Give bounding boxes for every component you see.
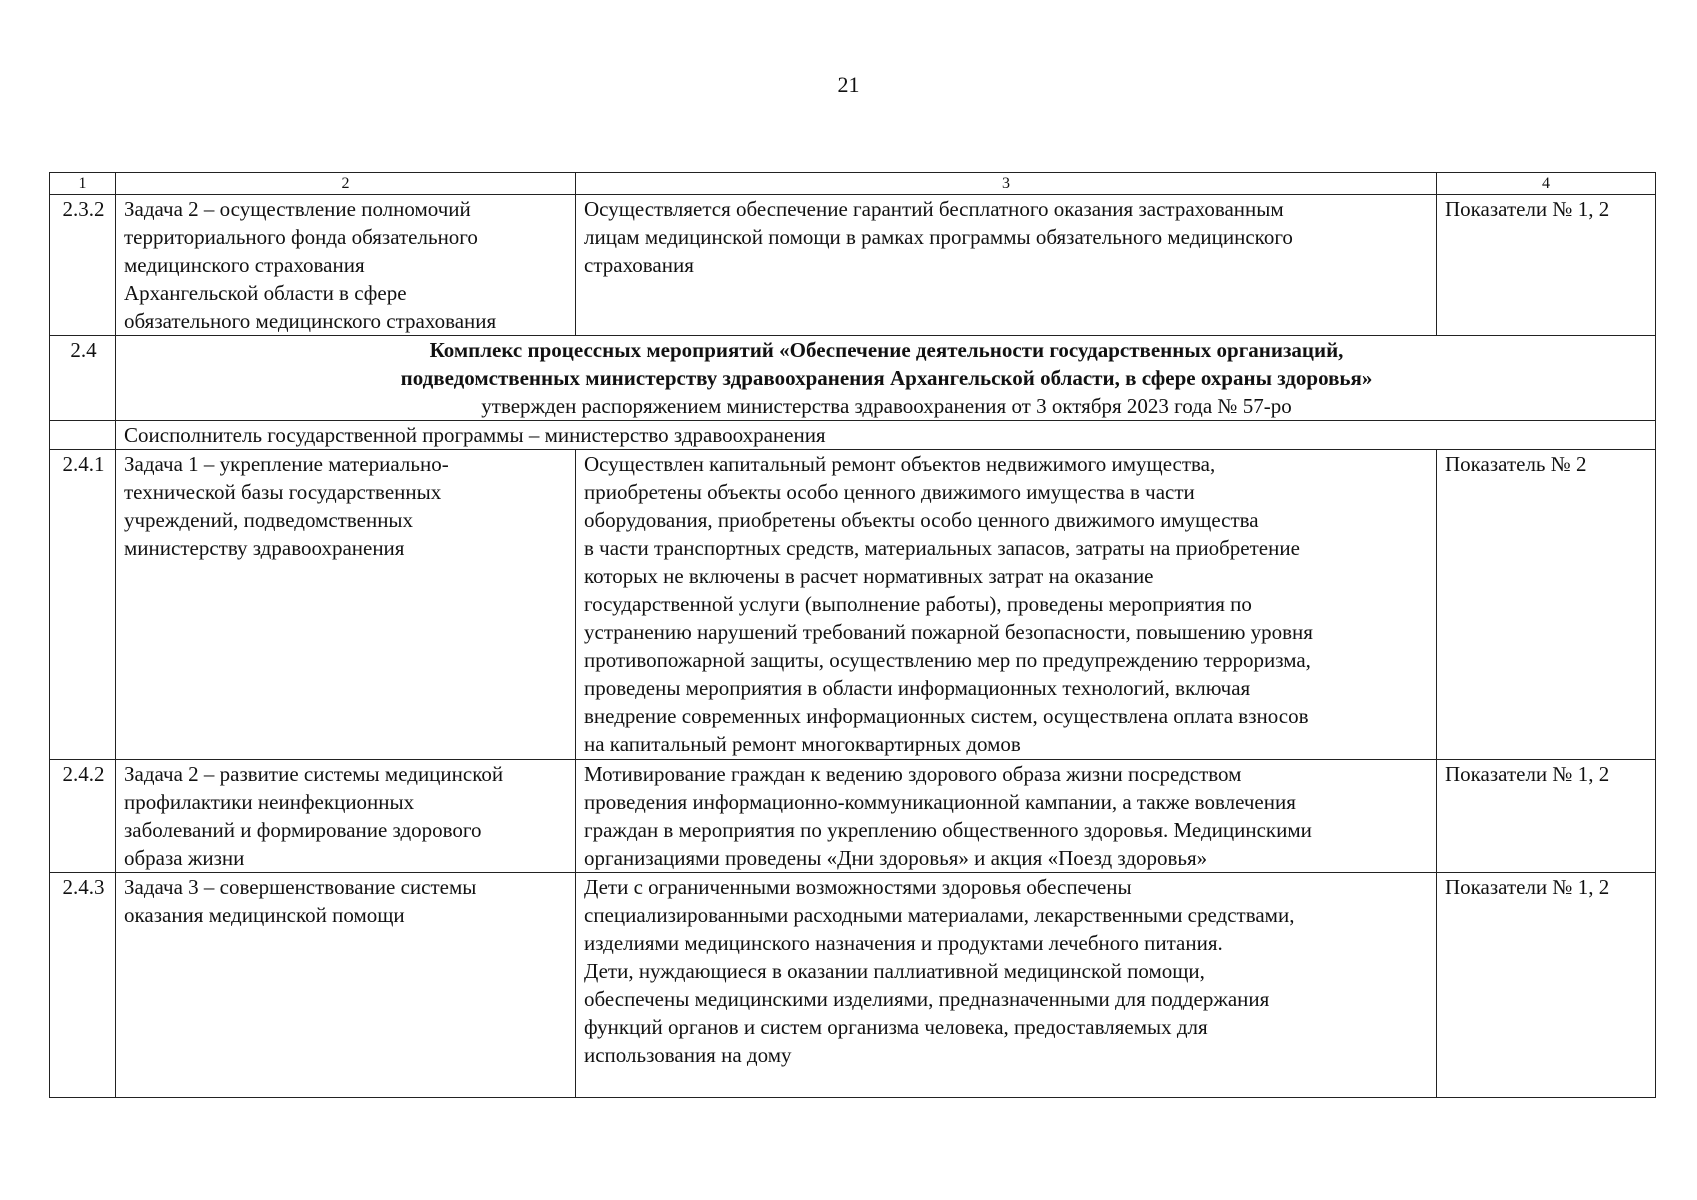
table-row-2-4-3: [50, 873, 1656, 1098]
column-number-4: 4: [1437, 173, 1656, 195]
description-line: специализированными расходными материалами, лекарственными средствами,: [584, 903, 1295, 927]
description-line: проведены мероприятия в области информационных технологий, включая: [584, 676, 1251, 700]
task-cell: [116, 450, 576, 760]
page-number: 21: [837, 72, 860, 97]
task-line: обязательного медицинского страхования: [124, 309, 497, 333]
description-line: лицам медицинской помощи в рамках программы обязательного медицинского: [584, 225, 1293, 249]
task-line: Архангельской области в сфере: [124, 281, 407, 305]
task-line: оказания медицинской помощи: [124, 903, 405, 927]
description-line: граждан в мероприятия по укреплению общественного здоровья. Медицинскими: [584, 818, 1312, 842]
table-row-2-4-2: [50, 760, 1656, 873]
description-line: в части транспортных средств, материальных запасов, затраты на приобретение: [584, 536, 1300, 560]
description-cell: [576, 195, 1437, 336]
column-number-3: 3: [576, 173, 1437, 195]
task-line: профилактики неинфекционных: [124, 790, 415, 814]
description-line: Осуществлен капитальный ремонт объектов недвижимого имущества,: [584, 452, 1216, 476]
description-line: обеспечены медицинскими изделиями, предназначенными для поддержания: [584, 987, 1270, 1011]
indicators-cell: Показатель № 2: [1437, 450, 1656, 760]
description-line: страхования: [584, 253, 694, 277]
task-cell: [116, 195, 576, 336]
indicators-cell: Показатели № 1, 2: [1437, 760, 1656, 873]
column-number-1: 1: [50, 173, 116, 195]
task-line: территориального фонда обязательного: [124, 225, 478, 249]
description-line: Дети с ограниченными возможностями здоровья обеспечены: [584, 875, 1132, 899]
section-title-line: подведомственных министерству здравоохранения Архангельской области, в сфере охраны здоровья»: [400, 366, 1373, 390]
task-line: Задача 2 – развитие системы медицинской: [124, 762, 504, 786]
row-number: 2.4.3: [50, 873, 116, 1098]
description-line: Дети, нуждающиеся в оказании паллиативной медицинской помощи,: [584, 959, 1205, 983]
description-line: использования на дому: [584, 1043, 792, 1067]
task-line: технической базы государственных: [124, 480, 442, 504]
description-line: Осуществляется обеспечение гарантий бесплатного оказания застрахованным: [584, 197, 1284, 221]
section-approval: утвержден распоряжением министерства здравоохранения от 3 октября 2023 года № 57-ро: [481, 394, 1292, 418]
description-cell: [576, 760, 1437, 873]
description-line: устранению нарушений требований пожарной безопасности, повышению уровня: [584, 620, 1313, 644]
co-executor-row: [50, 421, 1656, 450]
description-line: оборудования, приобретены объекты особо ценного движимого имущества: [584, 508, 1259, 532]
task-line: медицинского страхования: [124, 253, 365, 277]
description-line: государственной услуги (выполнение работы), проведены мероприятия по: [584, 592, 1252, 616]
description-line: функций органов и систем организма человека, предоставляемых для: [584, 1015, 1208, 1039]
column-number-row: [50, 173, 1656, 195]
task-line: заболеваний и формирование здорового: [124, 818, 482, 842]
co-executor-cell: Соисполнитель государственной программы – министерство здравоохранения: [116, 421, 1656, 450]
table-row-2-3-2: [50, 195, 1656, 336]
task-line: Задача 2 – осуществление полномочий: [124, 197, 471, 221]
description-line: проведения информационно-коммуникационной кампании, а также вовлечения: [584, 790, 1296, 814]
task-line: учреждений, подведомственных: [124, 508, 414, 532]
description-line: организациями проведены «Дни здоровья» и акция «Поезд здоровья»: [584, 846, 1208, 870]
section-row-2-4: [50, 336, 1656, 421]
description-line: приобретены объекты особо ценного движимого имущества в части: [584, 480, 1195, 504]
program-table: [49, 172, 1656, 1098]
section-title-cell: [116, 336, 1656, 421]
description-line: изделиями медицинского назначения и продуктами лечебного питания.: [584, 931, 1223, 955]
section-number: 2.4: [50, 336, 116, 421]
task-cell: [116, 760, 576, 873]
row-number: 2.3.2: [50, 195, 116, 336]
indicators-cell: Показатели № 1, 2: [1437, 195, 1656, 336]
table-row-2-4-1: [50, 450, 1656, 760]
task-line: Задача 3 – совершенствование системы: [124, 875, 477, 899]
description-cell: [576, 873, 1437, 1098]
indicators-cell: Показатели № 1, 2: [1437, 873, 1656, 1098]
description-cell: [576, 450, 1437, 760]
column-number-2: 2: [116, 173, 576, 195]
row-number: 2.4.2: [50, 760, 116, 873]
description-line: которых не включены в расчет нормативных затрат на оказание: [584, 564, 1154, 588]
description-line: на капитальный ремонт многоквартирных домов: [584, 732, 1021, 756]
description-line: внедрение современных информационных систем, осуществлена оплата взносов: [584, 704, 1309, 728]
task-cell: [116, 873, 576, 1098]
task-line: Задача 1 – укрепление материально-: [124, 452, 449, 476]
section-title-line: Комплекс процессных мероприятий «Обеспечение деятельности государственных организаций,: [429, 338, 1344, 362]
empty-number-cell: [50, 421, 116, 450]
task-line: образа жизни: [124, 846, 245, 870]
task-line: министерству здравоохранения: [124, 536, 405, 560]
description-line: Мотивирование граждан к ведению здорового образа жизни посредством: [584, 762, 1242, 786]
row-number: 2.4.1: [50, 450, 116, 760]
description-line: противопожарной защиты, осуществлению мер по предупреждению терроризма,: [584, 648, 1311, 672]
